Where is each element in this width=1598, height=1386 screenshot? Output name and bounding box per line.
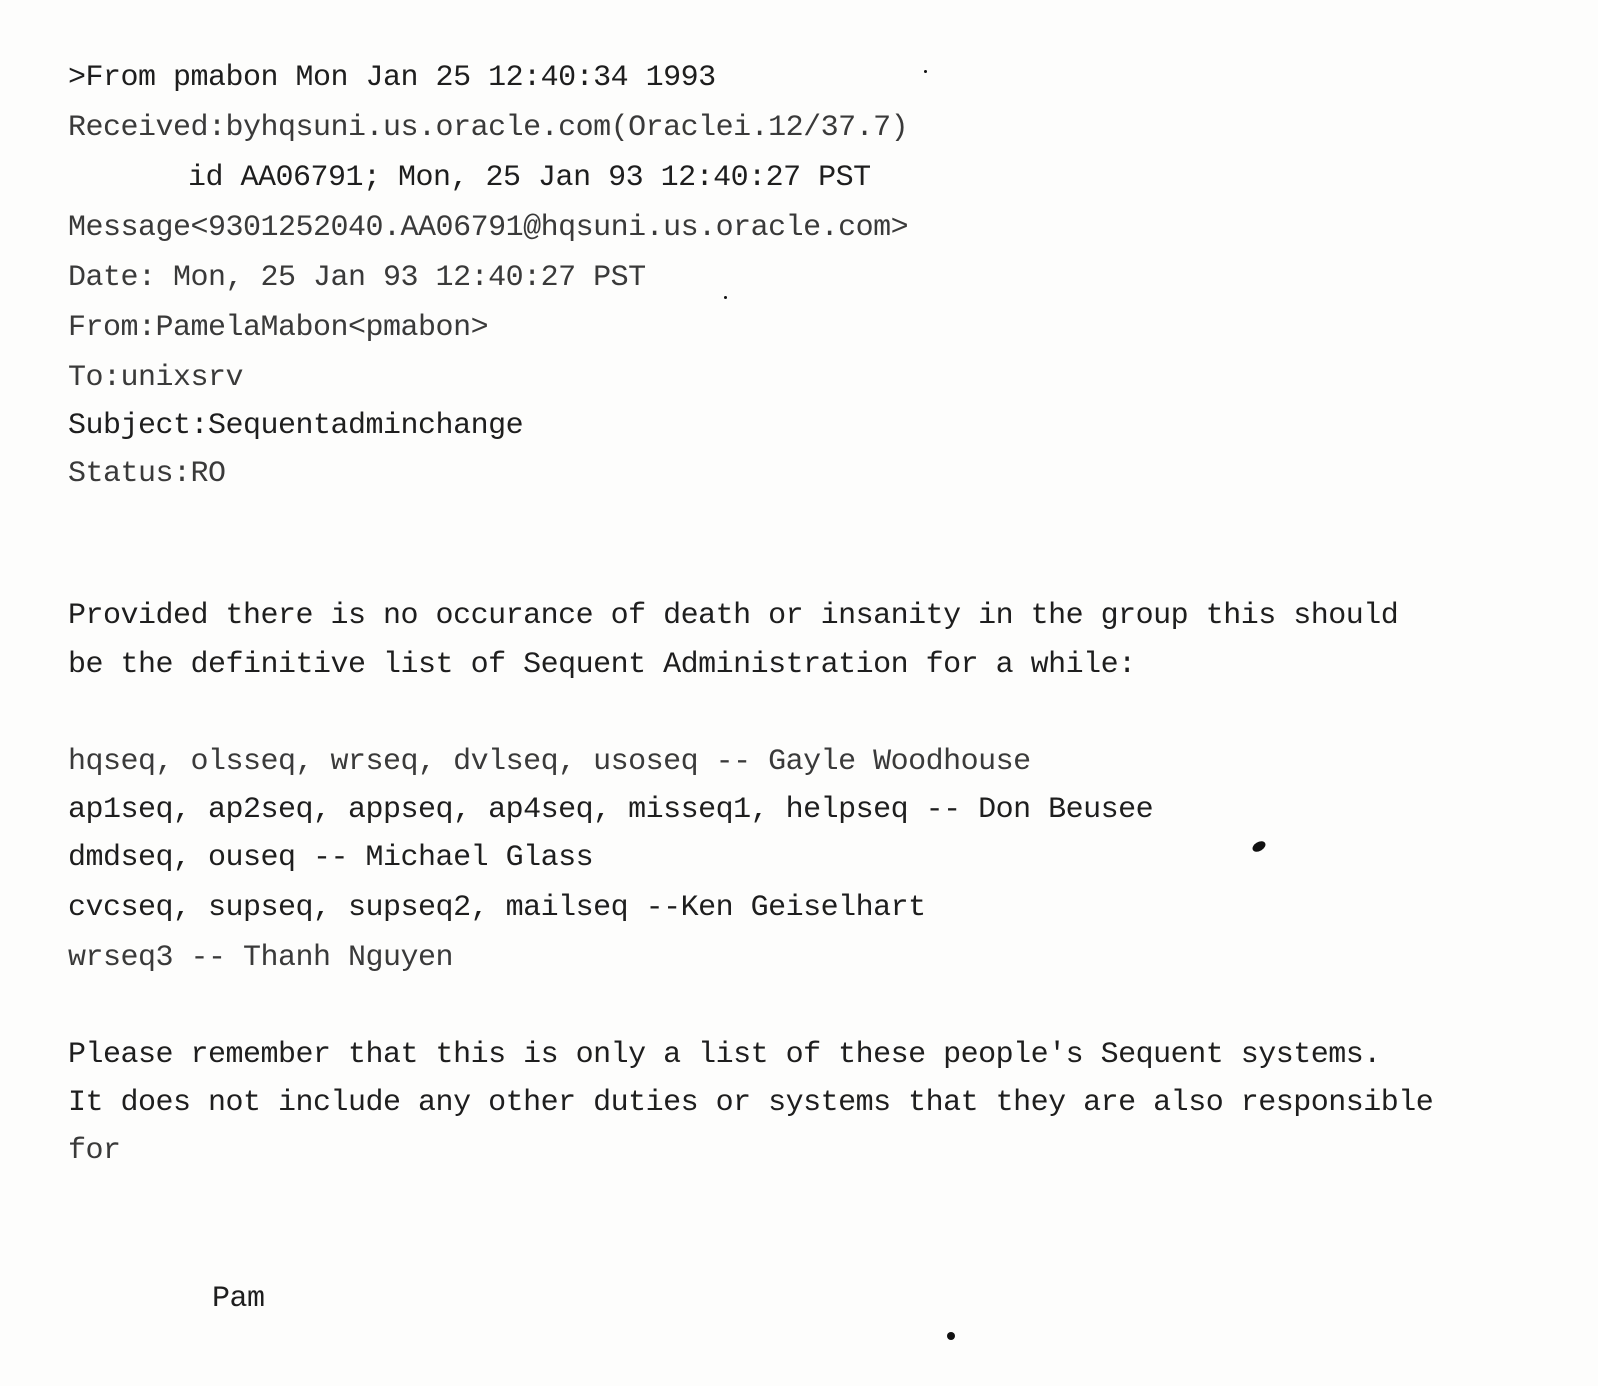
intro-line-1: Provided there is no occurance of death or insanity in the group this should: [68, 599, 1399, 633]
received-id-line: id AA06791; Mon, 25 Jan 93 12:40:27 PST: [188, 161, 871, 195]
signature: Pam: [212, 1282, 265, 1316]
assignment-line: wrseq3 -- Thanh Nguyen: [68, 941, 454, 975]
date-line: Date: Mon, 25 Jan 93 12:40:27 PST: [68, 261, 646, 295]
message-id-line: Message<9301252040.AA06791@hqsuni.us.oracle.com>: [68, 211, 909, 245]
ink-speck: [724, 296, 727, 299]
ink-speck: [1251, 839, 1268, 854]
assignment-line: hqseq, olsseq, wrseq, dvlseq, usoseq -- Gayle Woodhouse: [68, 745, 1031, 779]
closing-line-1: Please remember that this is only a list of these people's Sequent systems.: [68, 1038, 1381, 1072]
intro-line-2: be the definitive list of Sequent Administration for a while:: [68, 648, 1136, 682]
closing-line-2: It does not include any other duties or systems that they are also responsible: [68, 1086, 1434, 1120]
from-line: From:PamelaMabon<pmabon>: [68, 311, 489, 345]
received-line: Received:byhqsuni.us.oracle.com(Oraclei.12/37.7): [68, 111, 909, 145]
subject-line: Subject:Sequentadminchange: [68, 409, 524, 443]
ink-speck: [947, 1332, 955, 1340]
assignment-line: ap1seq, ap2seq, appseq, ap4seq, misseq1, helpseq -- Don Beusee: [68, 793, 1154, 827]
to-line: To:unixsrv: [68, 361, 244, 395]
assignment-line: cvcseq, supseq, supseq2, mailseq --Ken Geiselhart: [68, 891, 926, 925]
ink-speck: [924, 70, 927, 73]
closing-line-3: for: [68, 1134, 121, 1168]
envelope-line: >From pmabon Mon Jan 25 12:40:34 1993: [68, 61, 716, 95]
assignment-line: dmdseq, ouseq -- Michael Glass: [68, 841, 594, 875]
status-line: Status:RO: [68, 457, 226, 491]
